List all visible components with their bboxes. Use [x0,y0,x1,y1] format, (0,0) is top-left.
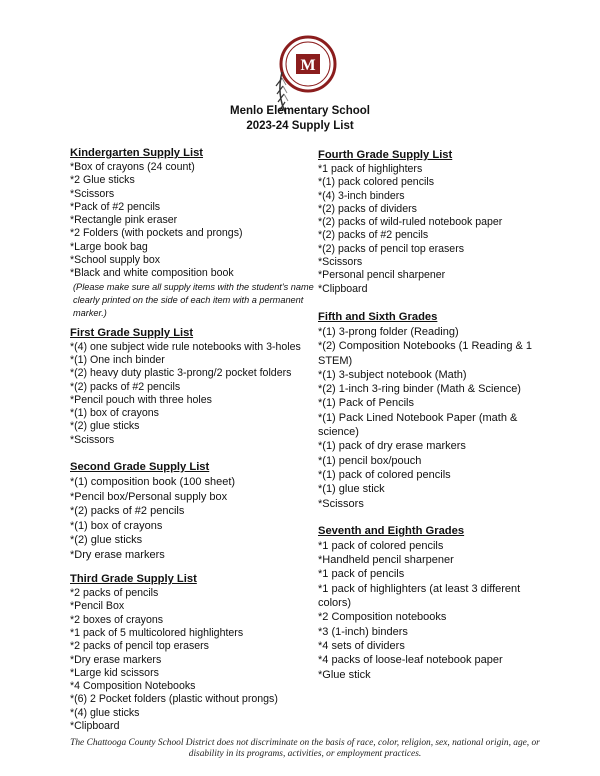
list-item: *Box of crayons (24 count) [70,161,195,173]
list-item: *2 packs of pencils [70,587,159,600]
kindergarten-note: (Please make sure all supply items with the student's name clearly printed on the side of each item with a permanent marker.) [73,281,314,318]
seventh-eighth-title: Seventh and Eighth Grades [318,524,465,537]
list-item: *3 (1-inch) binders [318,625,408,638]
kindergarten-section [70,146,320,320]
list-item: *(2) packs of #2 pencils [70,380,181,393]
list-item: *(1) pencil box/pouch [318,454,422,467]
list-item: *1 pack of highlighters [318,163,423,175]
left-column [70,146,320,733]
list-item: *Black and white composition book [70,267,234,280]
list-item: *(1) pack colored pencils [318,176,434,189]
list-item: *2 Composition notebooks [318,611,447,624]
list-item: *Dry erase markers [70,653,162,666]
list-item: *1 pack of colored pencils [318,539,444,552]
list-item: *(1) pack of dry erase markers [318,440,466,453]
list-item: *Scissors [318,256,363,269]
list-item: *(2) packs of #2 pencils [318,229,429,242]
list-item: *(4) glue sticks [70,706,140,719]
list-item: *(2) packs of pencil top erasers [318,242,465,255]
list-item: *(6) 2 Pocket folders (plastic without prongs) [70,693,278,706]
list-item: *(1) composition book (100 sheet) [70,476,236,489]
list-item: *Scissors [70,187,115,200]
fourth-grade-title: Fourth Grade Supply List [318,149,453,161]
list-item: *Scissors [70,433,115,446]
list-item: *2 boxes of crayons [70,613,164,626]
list-item: *(1) glue stick [318,483,385,496]
third-grade-section [70,572,320,733]
list-item: *2 packs of pencil top erasers [70,640,209,653]
list-item: *(2) glue sticks [70,420,140,433]
list-item: *(2) Composition Notebooks (1 Reading & 1 STEM) [318,340,533,367]
first-grade-title: First Grade Supply List [70,326,194,339]
list-item: *(2) glue sticks [70,534,143,547]
list-item: *(1) Pack Lined Notebook Paper (math & science) [318,411,518,439]
list-item: *Pencil pouch with three holes [70,393,212,406]
list-item: *Large kid scissors [70,666,159,679]
footer-line-2: disability in its programs, activities, or employment practices. [188,749,422,759]
list-item: *Clipboard [318,282,368,295]
list-item: *Handheld pencil sharpener [318,554,454,567]
list-item: *1 pack of 5 multicolored highlighters [70,626,244,639]
list-item: *4 Composition Notebooks [70,680,196,693]
list-item: *Clipboard [70,720,120,733]
list-item: *4 packs of loose-leaf notebook paper [318,654,503,667]
logo-letter: M [300,57,316,74]
list-item: *(4) one subject wide rule notebooks with 3-holes [70,340,301,353]
fourth-grade-section [318,148,550,296]
list-item: *(2) heavy duty plastic 3-prong/2 pocket folders [70,367,292,380]
list-item: *(1) pack of colored pencils [318,468,451,481]
list-item: *Pencil Box [70,600,125,613]
list-item: *(1) One inch binder [70,353,165,366]
second-grade-section [70,460,320,562]
list-item: *(1) 3-subject notebook (Math) [318,368,467,381]
list-item: *(2) packs of #2 pencils [70,505,185,518]
list-item: *2 Glue sticks [70,174,135,187]
list-item: *4 sets of dividers [318,639,405,652]
list-item: *Rectangle pink eraser [70,214,178,227]
list-item: *(2) packs of wild-ruled notebook paper [318,216,503,229]
nondiscrimination-footer [70,738,540,760]
seventh-eighth-section [318,524,550,682]
list-item: *Dry erase markers [70,548,165,561]
list-subtitle: 2023-24 Supply List [246,120,354,132]
list-item: *School supply box [70,254,161,267]
list-item: *1 pack of pencils [318,568,405,581]
second-grade-title: Second Grade Supply List [70,461,210,474]
right-column [318,148,550,682]
list-item: *Glue stick [318,668,371,681]
list-item: *1 pack of highlighters (at least 3 different colors) [318,582,521,610]
list-item: *Scissors [318,497,364,510]
fifth-sixth-section [318,310,550,511]
list-item: *Pack of #2 pencils [70,200,161,213]
list-item: *(4) 3-inch binders [318,189,405,202]
list-item: *(2) packs of dividers [318,202,417,215]
list-item: *(1) 3-prong folder (Reading) [318,325,459,338]
fifth-sixth-title: Fifth and Sixth Grades [318,310,438,323]
list-item: *(1) Pack of Pencils [318,397,414,410]
third-grade-title: Third Grade Supply List [70,573,197,586]
kindergarten-title: Kindergarten Supply List [70,147,204,159]
list-item: *Large book bag [70,240,148,253]
list-item: *(1) box of crayons [70,407,159,420]
list-item: *Pencil box/Personal supply box [70,490,228,503]
list-item: *2 Folders (with pockets and prongs) [70,227,243,240]
list-item: *(1) box of crayons [70,519,163,532]
first-grade-section [70,326,320,447]
document-header [0,104,600,134]
footer-line-1: The Chattooga County School District does not discriminate on the basis of race, color, religion, sex, national origin, age, or [70,738,540,748]
list-item: *Personal pencil sharpener [318,269,446,282]
school-name: Menlo Elementary School [230,105,370,117]
list-item: *(2) 1-inch 3-ring binder (Math & Science) [318,383,521,396]
